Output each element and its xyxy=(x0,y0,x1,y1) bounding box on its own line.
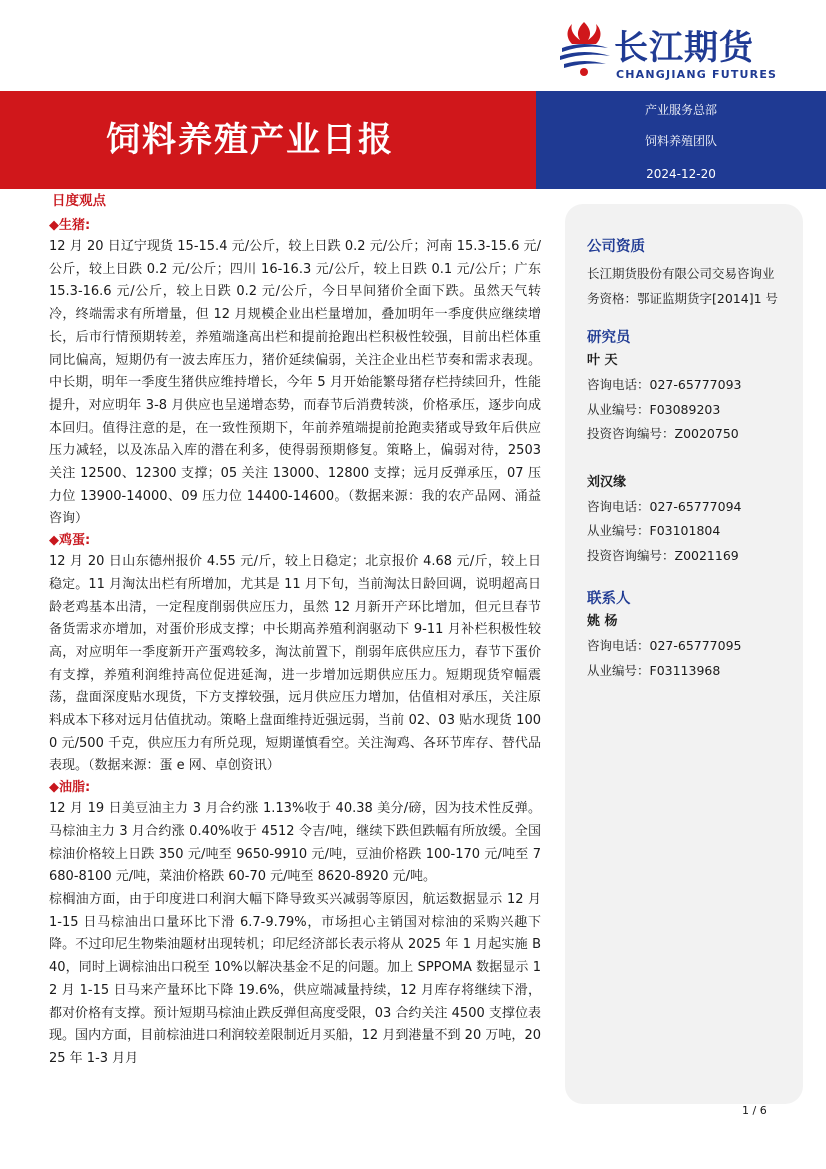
report-date: 2024-12-20 xyxy=(646,167,716,181)
researcher-info-line: 咨询电话：027-65777094 xyxy=(587,498,742,514)
researcher-info-line: 从业编号：F03089203 xyxy=(587,401,721,417)
team-label: 饲料养殖团队 xyxy=(644,134,717,148)
sidebar-panel xyxy=(565,204,803,1104)
logo-text-cn: 长江期货 xyxy=(614,28,754,68)
researcher-info-line: 投资咨询编号：Z0020750 xyxy=(587,426,739,441)
paragraph: 12 月 20 日辽宁现货 15-15.4 元/公斤，较上日跌 0.2 元/公斤；河南 15.3-15.6 元/公斤，较上日跌 0.2 元/公斤；四川 16-16.3 元/公斤，较上日跌 0.1 元/公斤；广东 15.3-16.6 元/公斤，较上日跌 0.2 元/公斤，今日早间猪价全面下跌。虽然天气转冷，终端需求有所增量，但 12 月规模企业出栏量增加，叠加明年一季度供应继续增长，后市行情预期转差，养殖端逢高出栏和提前抢跑出栏积极性较强，目前出栏体重同比偏高，短期仍有一波去库压力，猪价延续偏弱，关注企业出栏节奏和需求表现。中长期，明年一季度生猪供应维持增长，今年 5 月开始能繁母猪存栏持续回升，性能提升，对应明年 3-8 月供应也呈递增态势，而春节后消费转淡，价格承压，逐步向成本回归。值得注意的是，在一致性预期下，年前养殖端提前抢跑卖猪或导致年后供应压力减轻，以及冻品入库的潜在利多，使得弱预期修复。策略上，偏弱对待，2503 关注 12500、12300 支撑；05 关注 13000、12800 支撑；远月反弹承压，07 压力位 13900-14000、09 压力位 14400-14600。（数据来源：我的农产品网、涌益咨询） xyxy=(49,239,541,527)
company-qualification-line: 长江期货股份有限公司交易咨询业 xyxy=(587,266,775,281)
main-content xyxy=(49,190,541,1071)
info-band xyxy=(536,91,826,189)
company-qualification-line: 务资格：鄂证监期货字[2014]1 号 xyxy=(587,290,778,306)
researcher-info-line: 咨询电话：027-65777093 xyxy=(587,377,742,392)
section-eggs xyxy=(49,531,541,778)
researcher-heading: 研究员 xyxy=(587,330,631,346)
department-label: 产业服务总部 xyxy=(644,103,717,117)
contact-heading: 联系人 xyxy=(587,591,631,607)
company-logo xyxy=(556,18,796,82)
contact-info-line: 咨询电话：027-65777095 xyxy=(587,638,742,653)
section-oils xyxy=(49,778,541,1070)
paragraph: 12 月 19 日美豆油主力 3 月合约涨 1.13%收于 40.38 美分/磅，因为技术性反弹。马棕油主力 3 月合约涨 0.40%收于 4512 令吉/吨，继续下跌但跌幅有所放缓。全国棕油价格较上日跌 350 元/吨至 9650-9910 元/吨，豆油价格跌 100-170 元/吨至 7680-8100 元/吨，菜油价格跌 60-70 元/吨至 8620-8920 元/吨。 xyxy=(49,801,541,885)
section-hogs xyxy=(49,216,541,531)
contact-name: 姚 杨 xyxy=(587,614,618,629)
changjiang-logo-icon xyxy=(556,18,614,78)
researcher-name: 刘汉缘 xyxy=(587,474,627,490)
paragraph: 棕榈油方面，由于印度进口利润大幅下降导致买兴减弱等原因，航运数据显示 12 月 1-15 日马棕油出口量环比下滑 6.7-9.79%，市场担心主销国对棕油的采购兴趣下降。不过印尼生物柴油题材出现转机；印尼经济部长表示将从 2025 年 1 月起实施 B40，同时上调棕油出口税至 10%以解决基金不足的问题。加上 SPPOMA 数据显示 12 月 1-15 日马来产量环比下降 19.6%，供应端减量持续，12 月库存将继续下滑，都对价格有支撑。预计短期马棕油止跌反弹但高度受限，03 合约关注 4500 支撑位表现。国内方面，目前棕油进口利润较差限制近月买船，12 月到港量不到 20 万吨，2025 年 1-3 月月 xyxy=(49,891,541,1066)
section-title-daily-view: 日度观点 xyxy=(52,193,106,209)
researcher-info-line: 从业编号：F03101804 xyxy=(587,523,721,538)
paragraph: 12 月 20 日山东德州报价 4.55 元/斤，较上日稳定；北京报价 4.68 元/斤，较上日稳定。11 月淘汰出栏有所增加，尤其是 11 月下旬，当前淘汰日龄回调，说明超高日龄老鸡基本出清，一定程度削弱供应压力，虽然 12 月新开产环比增加，但元旦春节备货需求亦增加，对蛋价形成支撑；中长期高养殖利润驱动下 9-11 月补栏积极性较高，对应明年一季度新开产蛋鸡较多，淘汰前置下，削弱年底供应压力，春节下蛋价有支撑，养殖利润维持高位促进延淘，进一步增加远期供应压力。短期现货窄幅震荡，盘面深度贴水现货，下方支撑较强，远月供应压力增加，估值相对承压，关注原料成本下移对远月估值扰动。策略上盘面维持近强远弱，当前 02、03 贴水现货 1000 元/500 千克，供应压力有所兑现，短期谨慎看空。关注淘鸡、各环节库存、替代品表现。（数据来源：蛋 e 网、卓创资讯） xyxy=(49,554,541,774)
report-title: 饲料养殖产业日报 xyxy=(106,120,394,160)
contact-info-line: 从业编号：F03113968 xyxy=(587,662,721,678)
section-title-hogs: ◆生猪: xyxy=(49,218,91,233)
logo-text-en: CHANGJIANG FUTURES xyxy=(616,68,778,81)
section-title-oils: ◆油脂: xyxy=(49,780,91,796)
section-title-eggs: ◆鸡蛋: xyxy=(49,533,91,549)
company-qualification-heading: 公司资质 xyxy=(587,239,645,255)
page-number: 1 / 6 xyxy=(742,1104,767,1117)
researcher-name: 叶 天 xyxy=(587,353,618,368)
researcher-info-line: 投资咨询编号：Z0021169 xyxy=(587,547,739,563)
